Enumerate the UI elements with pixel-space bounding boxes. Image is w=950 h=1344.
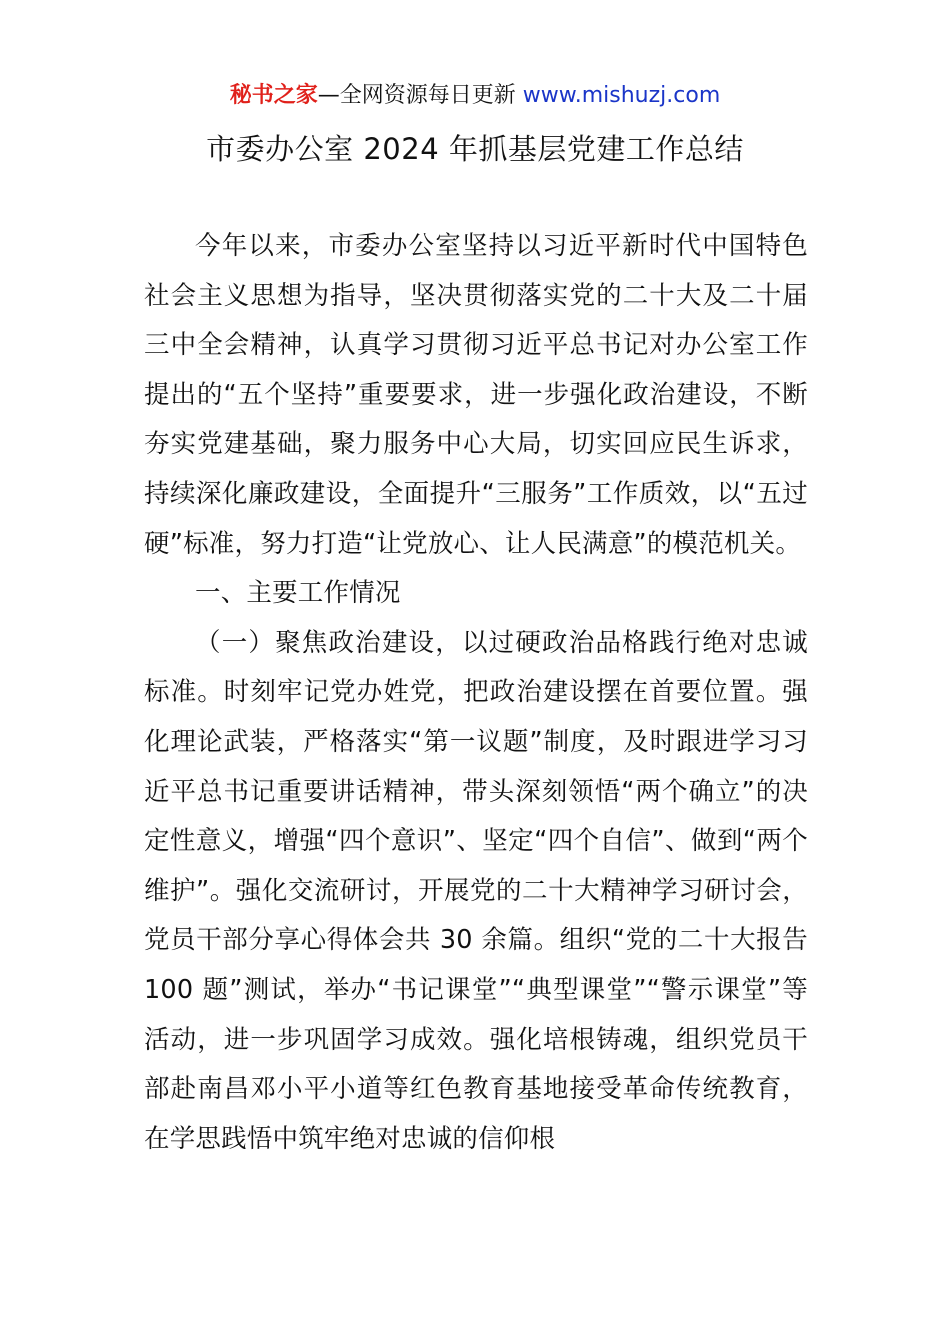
- watermark-header: [0, 80, 950, 112]
- document-title: 市委办公室 2024 年抓基层党建工作总结: [206, 132, 744, 166]
- section-heading: 一、主要工作情况: [195, 578, 401, 609]
- brand-name: 秘书之家: [229, 83, 318, 108]
- header-tagline: —全网资源每日更新: [317, 83, 516, 108]
- body-paragraph: （一）聚焦政治建设，以过硬政治品格践行绝对忠诚标准。时刻牢记党办姓党，把政治建设摆在首要位置。强化理论武装，严格落实“第一议题”制度，及时跟进学习习近平总书记重要讲话精神，带头深刻领悟“两个确立”的决定性意义，增强“四个意识”、坚定“四个自信”、做到“两个维护”。强化交流研讨，开展党的二十大精神学习研讨会，党员干部分享心得体会共 30 余篇。组织“党的二十大报告 100 题”测试，举办“书记课堂”“典型课堂”“警示课堂”等活动，进一步巩固学习成效。强化培根铸魂，组织党员干部赴南昌邓小平小道等红色教育基地接受革命传统教育，在学思践悟中筑牢绝对忠诚的信仰根: [144, 627, 808, 1154]
- document-body: [144, 222, 808, 1164]
- intro-paragraph: 今年以来，市委办公室坚持以习近平新时代中国特色社会主义思想为指导，坚决贯彻落实党的二十大及二十届三中全会精神，认真学习贯彻习近平总书记对办公室工作提出的“五个坚持”重要要求，进一步强化政治建设，不断夯实党建基础，聚力服务中心大局，切实回应民生诉求，持续深化廉政建设，全面提升“三服务”工作质效，以“五过硬”标准，努力打造“让党放心、让人民满意”的模范机关。: [144, 231, 808, 559]
- site-url-link[interactable]: www.mishuzj.com: [522, 83, 721, 108]
